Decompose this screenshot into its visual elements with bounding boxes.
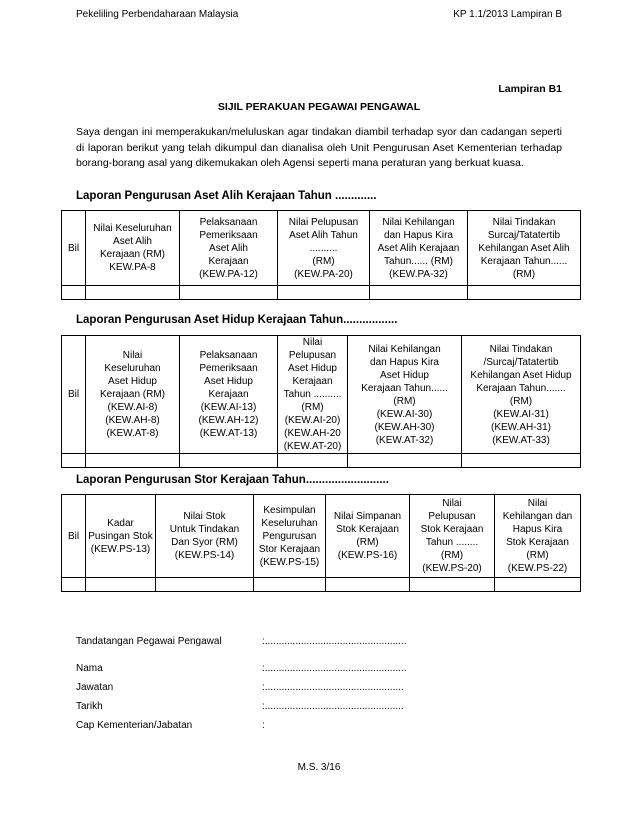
table-header-row xyxy=(62,495,581,578)
table-aset-hidup xyxy=(61,335,581,468)
position-field[interactable]: :.................................................. xyxy=(262,682,404,693)
header-cell: Nilai Keseluruhan Aset Hidup Kerajaan (RM) (KEW.AI-8) (KEW.AH-8) (KEW.AT-8) xyxy=(86,336,180,454)
date-label: Tarikh xyxy=(76,701,103,712)
section-title-aset-alih: Laporan Pengurusan Aset Alih Kerajaan Tahun ............. xyxy=(76,190,377,202)
table-row xyxy=(62,578,581,592)
header-cell: Nilai Pelupusan Aset Hidup Kerajaan Tahun .......... (RM) (KEW.AI-20) (KEW.AH-20 (KEW.AT-20) xyxy=(278,336,348,454)
data-cell xyxy=(370,286,468,300)
data-cell xyxy=(468,286,581,300)
stamp-label: Cap Kementerian/Jabatan xyxy=(76,720,193,731)
header-cell: Nilai Simpanan Stok Kerajaan (RM) (KEW.PS-16) xyxy=(326,495,410,578)
date-field[interactable]: :.................................................. xyxy=(262,701,404,712)
intro-paragraph: Saya dengan ini memperakukan/meluluskan agar tindakan diambil terhadap syor dan cadangan seperti di laporan berikut yang telah dikumpul dan dianalisa oleh Unit Pengurusan Aset Kementerian terhadap borang-borang asal yang dikemukakan oleh Agensi seperti mana peraturan yang berkuat kuasa. xyxy=(76,126,562,169)
page-title: SIJIL PERAKUAN PEGAWAI PENGAWAL xyxy=(217,101,421,113)
table-header-row xyxy=(62,336,581,454)
name-label: Nama xyxy=(76,663,103,674)
header-cell: Nilai Keseluruhan Aset Alih Kerajaan (RM) KEW.PA-8 xyxy=(86,211,180,286)
header-left: Pekeliling Perbendaharaan Malaysia xyxy=(76,9,239,20)
header-cell: Nilai Kehilangan dan Hapus Kira Aset Alih Kerajaan Tahun...... (RM) (KEW.PA-32) xyxy=(370,211,468,286)
header-cell: Nilai Stok Untuk Tindakan Dan Syor (RM) (KEW.PS-14) xyxy=(156,495,254,578)
page-number: M.S. 3/16 xyxy=(297,762,341,773)
signature-field[interactable]: :................................................... xyxy=(262,636,407,647)
data-cell xyxy=(62,578,86,592)
table-header-row xyxy=(62,211,581,286)
data-cell xyxy=(180,286,278,300)
header-cell: Nilai Kehilangan dan Hapus Kira Aset Hidup Kerajaan Tahun...... (RM) (KEW.AI-30) (KEW.AH-30) (KEW.AT-32) xyxy=(348,336,462,454)
table-row xyxy=(62,286,581,300)
header-cell: Pelaksanaan Pemeriksaan Aset Hidup Kerajaan (KEW.AI-13) (KEW.AH-12) (KEW.AT-13) xyxy=(180,336,278,454)
data-cell xyxy=(278,286,370,300)
header-cell: Nilai Kehilangan dan Hapus Kira Stok Kerajaan (RM) (KEW.PS-22) xyxy=(495,495,581,578)
header-cell: Nilai Tindakan /Surcaj/Tatatertib Kehilangan Aset Hidup Kerajaan Tahun....... (RM) (KEW.AI-31) (KEW.AH-31) (KEW.AT-33) xyxy=(462,336,581,454)
table-aset-alih xyxy=(61,210,581,300)
lampiran-label: Lampiran B1 xyxy=(498,83,562,95)
data-cell xyxy=(326,578,410,592)
section-title-stor: Laporan Pengurusan Stor Kerajaan Tahun.......................... xyxy=(76,474,389,486)
data-cell xyxy=(254,578,326,592)
data-cell xyxy=(278,454,348,468)
header-cell: Kadar Pusingan Stok (KEW.PS-13) xyxy=(86,495,156,578)
data-cell xyxy=(62,286,86,300)
data-cell xyxy=(180,454,278,468)
header-cell: Pelaksanaan Pemeriksaan Aset Alih Kerajaan (KEW.PA-12) xyxy=(180,211,278,286)
header-cell: Nilai Pelupusan Aset Alih Tahun .......... (RM) (KEW.PA-20) xyxy=(278,211,370,286)
data-cell xyxy=(86,286,180,300)
data-cell xyxy=(462,454,581,468)
signature-label: Tandatangan Pegawai Pengawal xyxy=(76,636,222,647)
table-row xyxy=(62,454,581,468)
header-cell: Kesimpulan Keseluruhan Pengurusan Stor Kerajaan (KEW.PS-15) xyxy=(254,495,326,578)
data-cell xyxy=(495,578,581,592)
header-cell: Nilai Pelupusan Stok Kerajaan Tahun ........ (RM) (KEW.PS-20) xyxy=(410,495,495,578)
data-cell xyxy=(156,578,254,592)
name-field[interactable]: :................................................... xyxy=(262,663,407,674)
position-label: Jawatan xyxy=(76,682,114,693)
header-cell: Bil xyxy=(62,495,86,578)
header-cell: Nilai Tindakan Surcaj/Tatatertib Kehilangan Aset Alih Kerajaan Tahun...... (RM) xyxy=(468,211,581,286)
table-stor xyxy=(61,494,581,592)
data-cell xyxy=(62,454,86,468)
header-cell: Bil xyxy=(62,336,86,454)
data-cell xyxy=(86,454,180,468)
data-cell xyxy=(410,578,495,592)
section-title-aset-hidup: Laporan Pengurusan Aset Hidup Kerajaan Tahun................. xyxy=(76,314,398,326)
data-cell xyxy=(86,578,156,592)
header-cell: Bil xyxy=(62,211,86,286)
stamp-field[interactable]: : xyxy=(262,720,265,731)
data-cell xyxy=(348,454,462,468)
header-right: KP 1.1/2013 Lampiran B xyxy=(453,9,562,20)
